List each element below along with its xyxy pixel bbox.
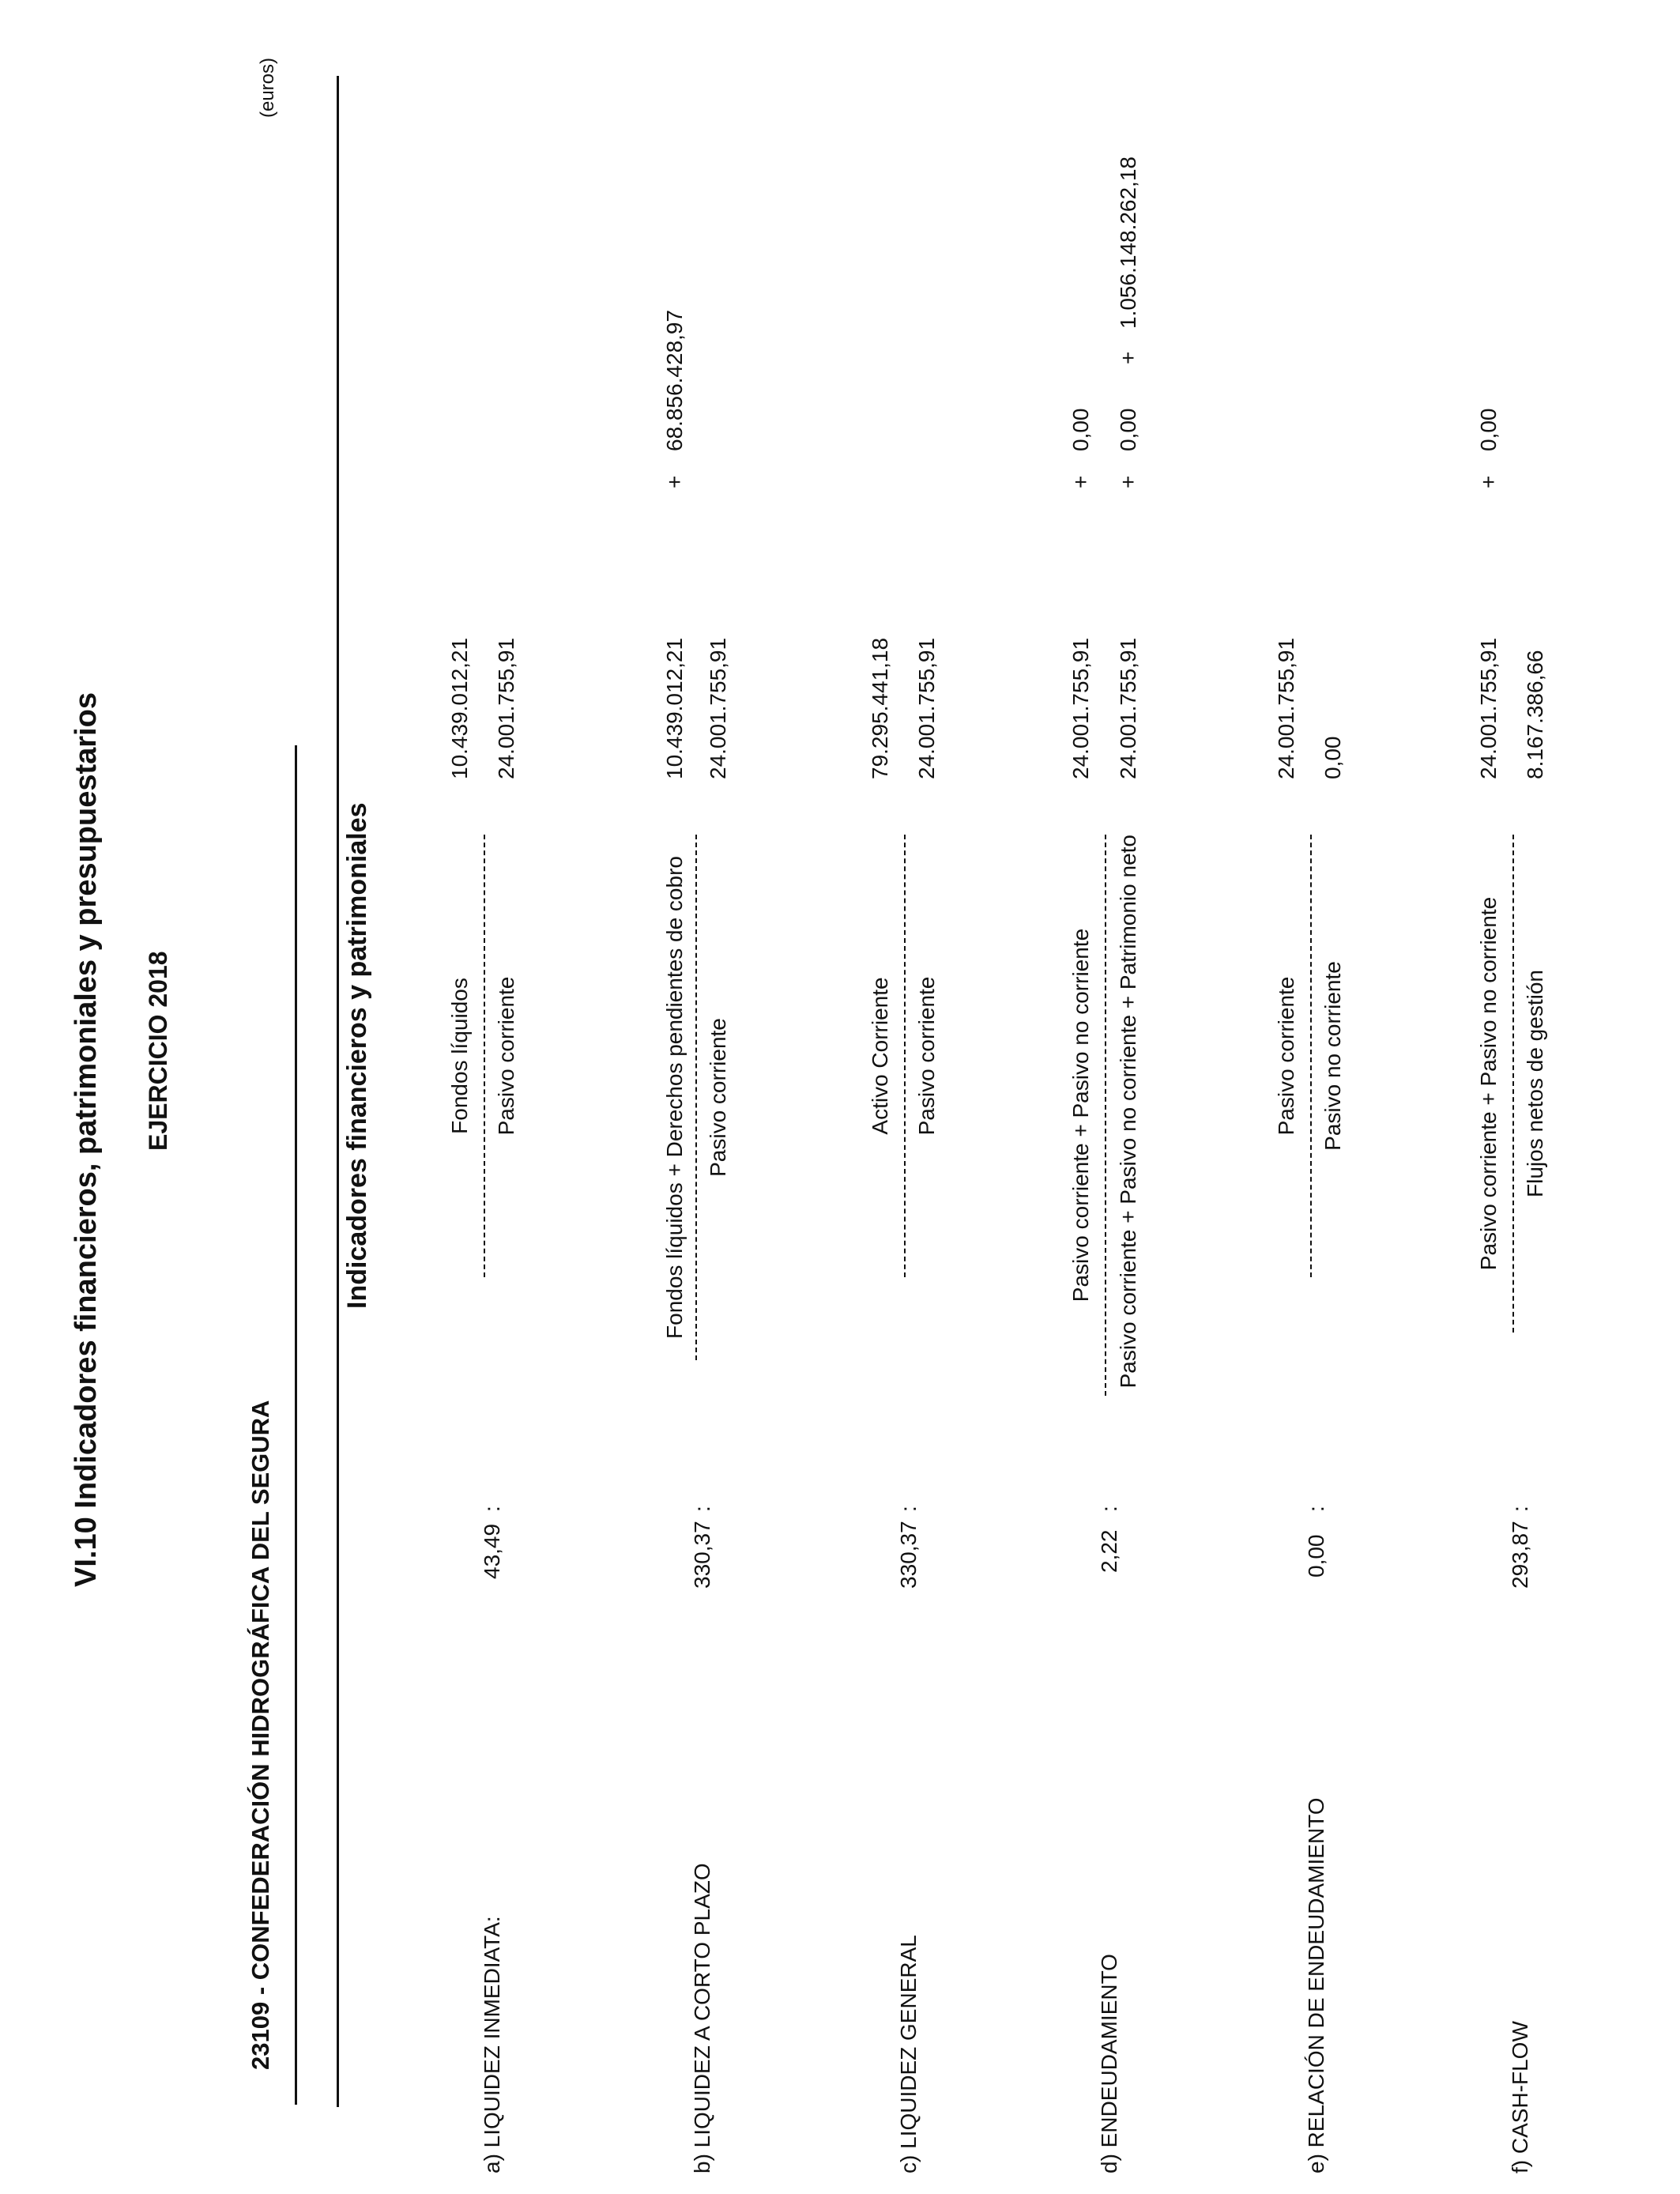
header-rule-left [295,745,297,2105]
fraction-line [1512,835,1514,1333]
denominator-formula: Pasivo corriente [494,976,518,1136]
plus-sign: + [1068,475,1093,488]
indicator-label: e) RELACIÓN DE ENDEUDAMIENTO [1304,1797,1328,2173]
plus-sign: + [662,475,687,488]
indicator-label: b) LIQUIDEZ A CORTO PLAZO [690,1863,714,2173]
numerator-formula: Fondos líquidos + Derechos pendientes de cobro [662,856,687,1339]
fraction-line [904,835,906,1277]
numerator-value: 10.439.012,21 [447,637,472,779]
indicator-separator: : [480,1506,504,1512]
fraction-line [1310,835,1312,1277]
indicator-value: 330,37 [690,1521,714,1589]
numerator-value: 24.001.755,91 [1476,637,1501,779]
denominator-value: 24.001.755,91 [706,637,730,779]
indicator-value: 0,00 [1304,1534,1328,1578]
numerator-formula: Pasivo corriente + Pasivo no corriente [1068,928,1093,1302]
numerator-value: 79.295.441,18 [868,637,892,779]
indicator-value: 2,22 [1097,1529,1121,1573]
denominator-formula: Pasivo corriente [914,976,939,1136]
denominator-formula: Pasivo corriente + Pasivo no corriente + Patrimonio neto [1116,835,1140,1389]
indicator-value: 330,37 [896,1521,921,1589]
numerator-value: 0,00 [1068,408,1093,451]
indicator-separator: : [1304,1506,1328,1512]
numerator-value: 0,00 [1476,408,1501,451]
plus-sign: + [1116,351,1140,364]
numerator-formula: Pasivo corriente [1274,976,1298,1136]
fraction-line [1105,835,1106,1396]
denominator-value: 24.001.755,91 [1116,637,1140,779]
denominator-value: 1.056.148.262,18 [1116,156,1140,329]
indicator-label: d) ENDEUDAMIENTO [1097,1954,1121,2173]
indicator-value: 293,87 [1508,1521,1532,1589]
denominator-value: 0,00 [1116,408,1140,451]
indicator-value: 43,49 [480,1523,504,1579]
fraction-line [484,835,485,1277]
denominator-formula: Flujos netos de gestión [1523,970,1547,1197]
page-title: VI.10 Indicadores financieros, patrimoniales y presupuestarios [70,692,103,1587]
ejercicio-heading: EJERCICIO 2018 [144,951,172,1151]
denominator-formula: Pasivo corriente [706,1018,730,1177]
denominator-value: 24.001.755,91 [914,637,939,779]
indicator-separator: : [896,1506,921,1512]
numerator-formula: Fondos líquidos [447,978,472,1134]
denominator-value: 0,00 [1320,736,1345,779]
indicator-label: a) LIQUIDEZ INMEDIATA: [480,1916,504,2173]
indicator-separator: : [690,1506,714,1512]
entity-name: 23109 - CONFEDERACIÓN HIDROGRÁFICA DEL SEGURA [247,1400,274,2070]
numerator-value: 24.001.755,91 [1274,637,1298,779]
indicator-label: c) LIQUIDEZ GENERAL [896,1935,921,2173]
denominator-formula: Pasivo no corriente [1320,961,1345,1151]
section-heading: Indicadores financieros y patrimoniales [342,802,372,1309]
denominator-value: 24.001.755,91 [494,637,518,779]
plus-sign: + [1116,475,1140,488]
units-label: (euros) [257,57,278,118]
numerator-value: 10.439.012,21 [662,637,687,779]
numerator-value: 68.856.428,97 [662,309,687,451]
numerator-value: 24.001.755,91 [1068,637,1093,779]
plus-sign: + [1476,475,1501,488]
fraction-line [695,835,697,1360]
numerator-formula: Activo Corriente [868,977,892,1135]
denominator-value: 8.167.386,66 [1523,650,1547,779]
indicator-separator: : [1508,1506,1532,1512]
indicator-separator: : [1097,1506,1121,1512]
numerator-formula: Pasivo corriente + Pasivo no corriente [1476,896,1501,1271]
indicator-label: f) CASH-FLOW [1508,2021,1532,2173]
header-rule-main [337,76,339,2107]
